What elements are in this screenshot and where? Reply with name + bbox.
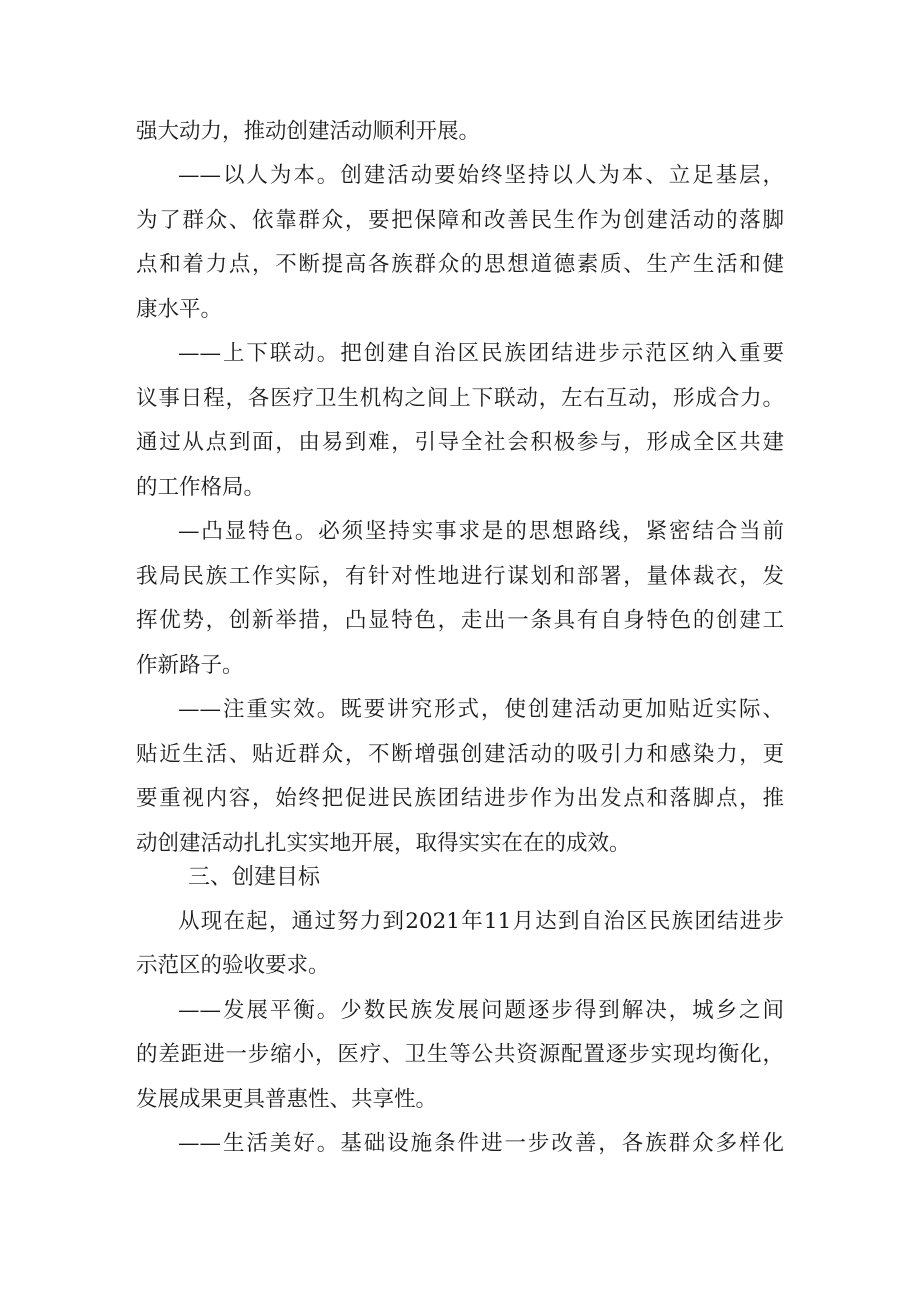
paragraph-line [0, 989, 920, 1033]
paragraph-line [0, 688, 920, 732]
paragraph-line [0, 154, 920, 198]
paragraph-line [0, 900, 920, 944]
line-text: ——发展平衡。少数民族发展问题逐步得到解决，城乡之间 [178, 998, 784, 1023]
paragraph-line [0, 777, 920, 821]
line-text: 我局民族工作实际，有针对性地进行谋划和部署，量体裁衣，发 [136, 564, 784, 589]
line-text: ——注重实效。既要讲究形式，使创建活动更加贴近实际、 [178, 697, 784, 722]
line-text: 贴近生活、贴近群众，不断增强创建活动的吸引力和感染力，更 [136, 742, 784, 767]
paragraph-line [0, 199, 920, 243]
paragraph-line [0, 1122, 920, 1166]
line-text: 从现在起，通过努力到2021年11月达到自治区民族团结进步 [178, 909, 784, 934]
line-text: 示范区的验收要求。 [136, 953, 330, 978]
paragraph-line [0, 243, 920, 287]
paragraph-line [0, 288, 920, 332]
line-text: 议事日程，各医疗卫生机构之间上下联动，左右互动，形成合力。 [136, 386, 784, 411]
line-text: ——以人为本。创建活动要始终坚持以人为本、立足基层， [178, 163, 784, 188]
paragraph-line [0, 644, 920, 688]
paragraph-line [0, 332, 920, 376]
line-text: ——上下联动。把创建自治区民族团结进步示范区纳入重要 [178, 341, 784, 366]
paragraph-line [0, 944, 920, 988]
paragraph-line [0, 421, 920, 465]
paragraph-line [0, 1078, 920, 1122]
paragraph-line [0, 599, 920, 643]
line-text: —凸显特色。必须坚持实事求是的思想路线，紧密结合当前 [178, 519, 784, 544]
paragraph-line [0, 377, 920, 421]
line-text: 的工作格局。 [136, 475, 266, 500]
section-heading [0, 856, 920, 900]
line-text: 发展成果更具普惠性、共享性。 [136, 1087, 438, 1112]
line-text: ——生活美好。基础设施条件进一步改善，各族群众多样化 [178, 1131, 784, 1156]
heading-text: 三、创建目标 [188, 865, 321, 890]
line-text: 作新路子。 [136, 653, 244, 678]
paragraph-line [0, 1033, 920, 1077]
paragraph-line [0, 110, 920, 154]
paragraph-line [0, 466, 920, 510]
line-text: 动创建活动扎扎实实地开展，取得实实在在的成效。 [136, 831, 631, 856]
line-text: 通过从点到面，由易到难，引导全社会积极参与，形成全区共建 [136, 430, 784, 455]
paragraph-line [0, 733, 920, 777]
line-text: 康水平。 [136, 297, 223, 322]
line-text: 的差距进一步缩小，医疗、卫生等公共资源配置逐步实现均衡化， [136, 1042, 784, 1067]
paragraph-line [0, 510, 920, 554]
paragraph-line [0, 555, 920, 599]
line-text: 要重视内容，始终把促进民族团结进步作为出发点和落脚点，推 [136, 786, 784, 811]
line-text: 强大动力，推动创建活动顺利开展。 [136, 119, 481, 144]
line-text: 挥优势，创新举措，凸显特色，走出一条具有自身特色的创建工 [136, 608, 784, 633]
line-text: 点和着力点，不断提高各族群众的思想道德素质、生产生活和健 [136, 252, 784, 277]
line-text: 为了群众、依靠群众，要把保障和改善民生作为创建活动的落脚 [136, 208, 784, 233]
